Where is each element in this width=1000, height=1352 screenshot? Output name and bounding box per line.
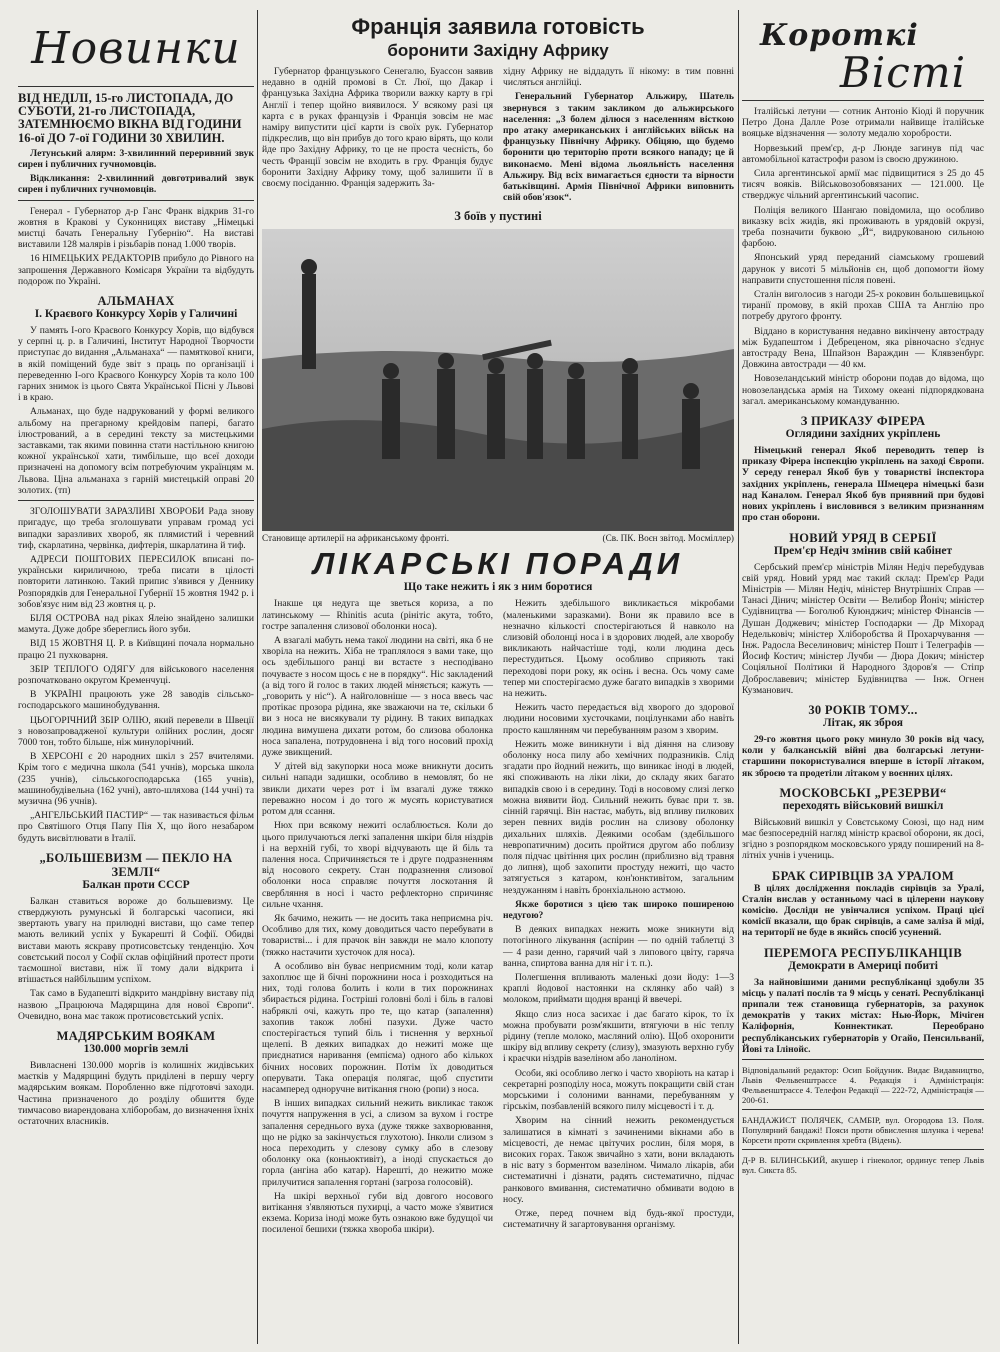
photo-title: З боїв у пустині: [454, 209, 542, 224]
main-headline: Франція заявила готовість: [351, 14, 645, 39]
divider: [18, 500, 254, 501]
left-column: [18, 12, 254, 1344]
almanac-text-2: Альманах, що буде надрукований у формі великого альбому на прегарному крейдовім папері, багато ілюстрований, а в середині тексту за мистецькими заставками, так якими повинна стати настільною книгою кожної української хати, тимбільше, що всеї доходи призначені на допомогу всім потребуючим українцям м. Львова. Ціна альманаха з гарній мистецькій оправі 20 золотих. (тп): [18, 406, 254, 496]
thirty-years-heading: 30 РОКІВ ТОМУ...: [808, 702, 918, 717]
almanac-text: У память I-ого Краєвого Конкурсу Хорів, що відбувся у серпні ц. р. в Галичині, Інститут Народної Творчости приступає до видання „Альманаха“ — памяткової книги, в якій поміщений буде звіт з праць по організації і переведенню I-ого Краєвого Конкурсу Хорів та коло 100 гарних знимок із цього Свята Української Пісні у Львові і в краю.: [18, 325, 254, 404]
magyar-heading: МАДЯРСЬКИМ ВОЯКАМ: [56, 1029, 216, 1044]
news-editors: 16 НІМЕЦЬКИХ РЕДАКТОРІВ прибуло до Рівного на запрошення Державного Комісаря України та відбудуть подорож по Україні.: [18, 253, 254, 287]
news-item: ВІД 15 ЖОВТНЯ Ц. Р. в Київщині почала нормально працю 21 пухковарня.: [18, 638, 254, 661]
divider: [742, 1149, 984, 1150]
news-frank: Генерал - Губернатор д-р Ганс Франк відкрив 31-го жовтня в Кракові у Суконницях виставу „Німецькі мистці бачать Генеральну Губернію“. На виставі виставили 128 малярів і різьбарів понад 1.000 творів.: [18, 205, 254, 251]
algiers-appeal: Генеральний Губернатор Альжиру, Шатель звернувся з таким закликом до альжирського населення: „З болем ділюся з населенням вісткою про атаку американських і англійських військ на французьку Північну Африку. Обіцяю, що будемо боронити цю територію проти всякого нападу; це й виконаємо. Мені відома льояльність населення Альжиру. Від всіх вимагається єдности та вірности батьківщині. Армія Північної Африки виповнить свій обов'язок“.: [503, 91, 734, 204]
photo-caption-left: Становище артилерії на африканському фронті.: [262, 533, 450, 544]
med-paragraph: Нежить часто передається від хворого до здорової людини носовими хусточками, поцілунками або навіть просто кашлянням чи перебуванням разом з хворим.: [503, 702, 734, 736]
fuhrer-order-text: Німецький генерал Якоб переводить тепер із приказу Фірера інспекцію укріплень на заході Європи. У середу генерал Якоб був у товаристві інспектора західних укріплень, генерала Шмецера німецькі бази над Каналом. Генерал Якоб був приявний при будові нових укріплень і висловився з великим признанням про стан оборони.: [742, 445, 984, 524]
med-paragraph: Якщо слиз носа засихає і дає багато кірок, то їх можна пробувати розм'якшити, втягуючи в ніс теплу рідину (тепле молоко, масляний олію). Щоб охоронити шкіру від впливу секрету (слизу), змазують верхню губу і краєчки ніздрів вазеліном або ланоліном.: [503, 1008, 734, 1065]
ural-heading: БРАК СИРІВЦІВ ЗА УРАЛОМ: [772, 868, 954, 883]
bolshevism-heading: „БОЛЬШЕВИЗМ — ПЕКЛО НА ЗЕМЛІ“: [39, 850, 233, 879]
almanac-subheading: I. Краєвого Конкурсу Хорів у Галичині: [34, 308, 238, 321]
news-item: ЦЬОГОРІЧНИЙ ЗБІР ОЛІЮ, який перевели в Швеції з новозапровадженої культури олійних рослин, досяг 7000 тон, тобто більше, ніж минулорічний.: [18, 714, 254, 748]
novynky-masthead: Новинки: [31, 23, 241, 74]
serbia-text: Сербський прем'єр міністрів Мілян Недіч перебудував свій уряд. Новий уряд має такий склад: Прем'єр Ради Міністрів — Мілян Недіч, міністер Внутрішніх Справ — Танасі Дінич; міністер Освіти — Велибор Йоніч; міністер Судівництва — Боголюб Куюнджич; міністер Фінансів — Душан Доджевич; міністер Господарки — Др Міхорад Недельковіч; міністер Хліборобства й Прохарчування — Інж. Радосла Веселинович; міністер Пошт і Телеграфів — Йосиф Костич; міністер Лучби — Дюра Докич; міністер Соціяльної Політики й Народного Здоров'я — Стіпр Доброславевич; міністер Будівництва — Інж. Огнен Кузманович.: [742, 561, 984, 696]
main-subheadline: боронити Західну Африку: [387, 41, 609, 60]
med-paragraph: Нюх при всякому нежиті ослаблюється. Коли до цього прилучаються легкі запалення шкіри біля ніздрів і на верхній губі, то хворі відчувають ще й біль та палення носа. Спричиняється те і друге подразненням від носового секрету. Стан подразнення слизової оболонки носа справляє почуття лоскотання й свербляння в носі і часто рефлекторно спричиняє сильне чхання.: [262, 820, 493, 910]
med-paragraph: У дітей від закупорки носа може вникнути досить сильні напади задишки, особливо в немовлят, бо не звикли дихати через рот і їм взагалі дуже тяжко переважно носом і до того ж мусять користуватися ротом для ссання.: [262, 761, 493, 818]
magyar-text: Вивласнені 130.000 моргів із колишніх жидівських маєтків у Мадярщині будуть приділені в першу чергу мадярським воякам. Поробленно вже підготовчі заходи. Частина призначеного до розділу обшиття буде тимчасово виарендована хліборобам, до визначення їхніх остаточних власників.: [18, 1060, 254, 1128]
center-column: [262, 12, 734, 1344]
med-paragraph: Нежить здебільшого викликається мікробами (маленькими заразками). Вони як правило все в незначно кількості спостерігаються й навколо на слизовій оболонці носа і в здорових людей, але хворобу викликають найчастіше тоді, коли людина десь перестудиться. Цьому особливо сприяють такі переходові пори року, як осінь і весна. Ось чому саме тепер ми спостерігаємо дуже багато випадків з хворими на нежить.: [503, 598, 734, 700]
med-paragraph: Нежить може виникнути і від діяння на слизову оболонку носа пилу або хемічних подразників. Слід згадати про йодний нежить, що виникає іноді в людей, які споживають на ліки ліки, до складу яких багато випадків свою і в середину. Тоді в носовому слизі легко можна виявити йод. Сильний нежить буває при т. зв. сінній гарячці. Він настає, мабуть, від впливу пилкових зерен певних видів рослин на слизову оболонку дихальних шляхів. Деякими особам (здебільшого невропатичним) досить пройтися другом або поблизу поля підчас цвітіння цих рослин (приблизно від травня до липня), щоб захопити простуду нежиті, що часто затягується з катаром, кон'юнктивітом, загальним нездужанням і навіть бронхіальною астмою.: [503, 738, 734, 896]
advertisement: БАНДАЖИСТ ПОЛЯЧЕК, САМБІР, вул. Огородова 13. Поля. Популярний бандажі! Пояси проти обвислення шлунка і черева! Корсети проти скривлення хребта (Відень).: [742, 1115, 984, 1145]
short-news: Норвезький прем'єр, д-р Люнде загинув під час автомобільної катастрофи разом із своєю дружиною.: [742, 142, 984, 165]
visti-masthead: Вісті: [839, 48, 966, 97]
recall-text: Відкликання: 2-хвилинний довготривалий звук сирен і публичних гучномовців.: [18, 173, 254, 196]
serbia-subheading: Прем'єр Недіч змінив свій кабінет: [773, 544, 953, 557]
med-paragraph: Як бачимо, нежить — не досить така неприємна річ. Особливо для тих, кому доводиться часто перебувати в товаристві... і для прачок він завжди не мало клопоту (тяжко настачити хусточок для носа).: [262, 912, 493, 958]
republicans-heading: ПЕРЕМОГА РЕСПУБЛІКАНЦІВ: [764, 945, 962, 960]
thirty-years-subheading: Літак, як зброя: [823, 716, 903, 729]
med-paragraph: В інших випадках сильний нежить викликає також почуття напруження в усі, а слизом за вухом і гостре запалення середнього вуха (дуже тяжке захворювання, що не рідко за закінчується глухотою). Інколи слизом з носа переходить у слезову сумку або в слезову оболонку ока (коньюктивіт), а іноді спускається до горла (ангіна або катар). Нарешті, до нежитю може прилучитися запалення гортані (загроза голосовій).: [262, 1098, 493, 1188]
advertisement: Д-Р В. БІЛИНСЬКИЙ, акушер і гінеколог, ординує тепер Львів вул. Сикста 85.: [742, 1155, 984, 1175]
alarm-text: Летунський алярм: 3-хвилинний переривний звук сирен і публичних гучномовців.: [18, 147, 254, 171]
fuhrer-order-heading: З ПРИКАЗУ ФІРЕРА: [800, 414, 926, 429]
desert-artillery-photo: [262, 229, 734, 531]
magyar-subheading: 130.000 моргів землі: [83, 1043, 189, 1056]
almanac-heading: АЛЬМАНАХ: [97, 294, 175, 309]
korotki-masthead: Короткі: [760, 18, 919, 53]
divider: [18, 86, 254, 87]
bolshevism-text: Балкан ставиться вороже до большевизму. Це стверджують румунські й болгарські часописи, які звертають увагу на прилюдні вистави, що саме тепер мають великий успіх у Букарешті й Софії. Обидві вистави мають яскраву протисовєтську тенденцію. Хоч совєтський посол у Софії склав офіційний протест проти таємошної вистави, ніж її тому дали відкрита і втішається найбільшим успіхом.: [18, 895, 254, 986]
news-item: ЗГОЛОШУВАТИ ЗАРАЗЛИВІ ХВОРОБИ Рада знову пригадує, що треба зголошувати управам громад усі випадки заразливих хвороб, як плямистий і черевний тиф, скарлатина, червінка, дифтерія, шкарлатина й тиф.: [18, 506, 254, 551]
publisher-imprint: Відповідальний редактор: Осип Бойдуник. Видає Видавництво, Львів Фельвенштрассе 4. Редакція і Адміністрація: Фельвенштрассе 4. Телефон Редакції — 222-72, Адміністрація — 200-61.: [742, 1065, 984, 1105]
france-text-right: хідну Африку не віддадуть її нікому: в тим повнні числяться англійці.: [503, 66, 734, 89]
medical-advice-heading: ЛІКАРСЬКІ ПОРАДИ: [312, 546, 683, 582]
news-item: „АНГЕЛЬСЬКИЙ ПАСТИР“ — так називається фільм про Святішого Отця Папу Пія Х, що його незабаром будуть висвітлювати в Італії.: [18, 810, 254, 844]
med-paragraph: Отже, перед почнем від будь-якої простуди, систематичну й загартовування організму.: [503, 1208, 734, 1231]
bolshevism-subheading: Балкан проти СССР: [82, 878, 190, 891]
news-item: В ХЕРСОНІ є 20 народних шкіл з 257 вчителями. Крім того є медична школа (541 учнів), морська школа (235 учнів), сільськогосподарська (165 учнів), машинобудівельна (162 учні), авто-шляхова (144 учні) та музична (96 учнів).: [18, 751, 254, 807]
med-paragraph: А взагалі мабуть нема такої людини на світі, яка б не хворіла на нежить. Хіба не траплялося з вами таке, що ось здебільшого ранці ви встаєте з несподівано почуваєте з носом щось є не в порядку“. Ніс закладений (а від того й голос в таких людей міняється; кажуть — „говорить у ніс“). А найголовніше — з носа ввесь час протікає прозора рідина, яке зважаючи на те, скільки б ви з носа не висякували ту рідину. В таких випадках людина вимушена дихати ротом, бо слизова оболонка носа запалена, потрудовнена і від того носовий прохід дуже звикщений.: [262, 635, 493, 759]
med-question: Якже боротися з цією так широко поширеною недугою?: [503, 898, 734, 921]
short-news: Італійські летуни — сотник Антоніо Кіоді й поручник Петро Дона Далле Розе отримали найвище італійське вояцьке відзначення — золоту медалю хоробрости.: [742, 106, 984, 140]
right-column: [742, 12, 984, 1344]
short-news: Віддано в користування недавно викінчену автостраду між Будапештом і Дебреценом, яка рівночасно з'єднує автостраду Вена, Шпайзон Вараждин — Клявзенбург. Довжина автостради — 40 км.: [742, 325, 984, 371]
blackout-notice: ВІД НЕДІЛІ, 15-го ЛИСТОПАДА, ДО СУБОТИ, 21-го ЛИСТОПАДА, ЗАТЕМНЮЄМО ВІКНА ВІД ГОДИНИ 16-ої ДО 7-ої ГОДИНИ 30 ХВИЛИН.: [18, 91, 242, 145]
med-paragraph: Полегшення впливають маленькі дози йоду: 1—3 краплі йодової настоянки на склянку або чай) з молоком, приймати щодня вранці й ввечері.: [503, 971, 734, 1006]
column-rule: [738, 10, 739, 1344]
news-item: БІЛЯ ОСТРОВА над ріках Ялеію знайдено залишки мамута. Дуже добре збереглись його зуби.: [18, 612, 254, 636]
column-rule: [257, 10, 258, 1344]
divider: [742, 100, 984, 101]
short-news: Японський уряд переданий сіамському грошевий дарунок у висоті 5 мільйонів єн, щоб допомогти йому направити спустошення після повені.: [742, 252, 984, 286]
short-news: Сила аргентинської армії має підвищитися з 25 до 45 тисяч вояків. Військовозобовязаних — 121.000. Це стверджує чільний аргентинський часопис.: [742, 168, 984, 202]
med-paragraph: Хворим на сінний нежить рекомендується залишатися в кімнаті з зачиненими вікнами або в місцевості, де немає цвітучих рослин, біля моря, в високих горах. Також звичайно з хати, вони вкладають в ніс вату з борментом вазеліном. Чимало лікарів, аби систематичні і дізнати, радять систематично, підчас ранкового вмивання, систематично обмивати водою в носу.: [503, 1115, 734, 1205]
photo-image: [262, 229, 734, 531]
republicans-subheading: Демократи в Америці побиті: [788, 959, 938, 972]
moscow-text: Військовий вишкіл у Совєтському Союзі, що над ним має безпосередній нагляд міністр краєвої оборони, як досі, згідно з розпорядком московського уряду поширений на 8-літніх учнів і учениць.: [742, 816, 984, 862]
medical-advice-subheading: Що таке нежить і як з ним боротися: [403, 581, 593, 594]
divider: [742, 1109, 984, 1110]
photo-caption: [262, 533, 734, 543]
bolshevism-text-2: Так само в Будапешті відкрито мандрівну виставу під назвою „Працююча Мадярщина для нової Європи“. Очевидно, вона має також протисовєтський успіх.: [18, 988, 254, 1022]
med-paragraph: Особи, які особливо легко і часто хворіють на катар і секретарні розподілу носа, можуть покращити свій стан морськими і солоними ваннами, перебуванням у гірськім, позбавленій всякого пилу місцевості і т. д.: [503, 1067, 734, 1113]
france-text-left: Губернатор французького Сенегалю, Буассон заявив недавно в одній промові в Ст. Люї, що Дакар і французька Західна Африка творили важку карту в грі Англії і тепер щойно виявилося. У всякому разі ця карта є в руках французів і Франція зовсім не має наміру випустити цієї карти із своїх рук. Губернатор підкреслив, що він прибув до того краю вірять, що коли йде про Західну Африку, то це не проста чесність, бо честь Франції зовсім не входить в гру. Франція будує боронити Західну Африку тому, щоб залишити її в своєму посіданню. Франція задержить За-: [262, 66, 493, 190]
short-news: Поліція великого Шангаю повідомила, що особливо виказку всіх жидів, які проживають в урядовій окрузі, треба позначити буквою „Й“, видрукованою сильною фарбою.: [742, 204, 984, 250]
photo-credit: (Св. ПК. Воєн звітод. Мосміллер): [602, 533, 734, 544]
france-article: [262, 66, 734, 206]
fuhrer-order-subheading: Оглядини західних укріплень: [785, 428, 941, 441]
republicans-text: За найновішими даними республіканці здобули 35 місць у палаті послів та 9 місць у сенаті. Республіканці припали теж становища губернаторів, за рахунок демократів у таких містах: Нью-Йорк, Мічіген Каліфорнія, Коннектикат. Переобрано республіканських губернаторів у Огайо, Пенсильванії, Йові та Ілінойс.: [742, 976, 984, 1055]
moscow-subheading: переходять військовий вишкіл: [782, 799, 944, 812]
news-item: АДРЕСИ ПОШТОВИХ ПЕРЕСИЛОК вписані по-українськи кириличною, треба писати в цілості повторити латинкою. Такий припис з'явився у Деннику Розпорядків для Генеральної Губернії 15 жовтня 1942 р. і зобов'язує ним від 23 жовтня ц. р.: [18, 553, 254, 610]
moscow-heading: МОСКОВСЬКІ „РЕЗЕРВИ“: [779, 785, 947, 800]
short-news: Новозеландський міністр оборони подав до відома, що новозеландська армія на Тихому океані підпорядкована загал. американському командуванню.: [742, 373, 984, 407]
medical-article: [262, 598, 734, 1238]
med-paragraph: Інакше ця недуга ще зветься кориза, а по латинському — Rhinitis acuta (рінітіс акута, тобто, гостре запалення слизової оболонки носа).: [262, 598, 493, 632]
short-news: Сталін виголосив з нагоди 25-х роковин большевицької тиранії промову, в якій прохав США та Англію про потребу другого фронту.: [742, 289, 984, 323]
serbia-heading: НОВИЙ УРЯД В СЕРБІЇ: [789, 530, 937, 545]
ural-text: В цілях дослідження покладів сирівців за Уралі, Сталін вислав у останньому часі в цілерени наукову комісію. Досліди не увінчалися успіхом. Праці цієї комісії вказали, що брак сирівців, а саме заліза й міді, на території не буде в якийсь спосіб усунений.: [742, 882, 984, 939]
med-paragraph: В деяких випадках нежить може зникнути від потогінного лікування (аспірин — по одній таблетці 3 — 4 рази денно, гарячий чай з липового цвіту, гаряча ванна, спиртова ванна для ніг і т. п.).: [503, 924, 734, 969]
news-item: В УКРАЇНІ працюють уже 28 заводів сільсько-господарського машинобудування.: [18, 689, 254, 712]
divider: [742, 1059, 984, 1060]
med-paragraph: А особливо він буває неприємним тоді, коли катар захоплює ще й бічні порожнини носа і розходиться на них, тоді голова болить і коли в тих порожнинах збирається рідина. Гостріші головні болі і біль в галові набряклі очі, кажуть про те, що катар (запалення) захопив також лобні пазухи. Дуже часто спостерігається тупий біль і тиснення у верхньої щелепі. В деяких випадках до нежиті може ще приєднатися наривання (емпієма) одного або кількох бічних носових порожнин. Потім їх доводиться оперувати. Така операція полягає, щоб спустити насамперед одноручне витікання гною (ропи) з носа.: [262, 960, 493, 1095]
divider: [18, 200, 254, 201]
thirty-years-text: 29-го жовтня цього року минуло 30 років від часу, коли у балканській війні два болгарські летуни-старшини покористувалися вперше в історії літаком, як зброєю та продетіли літаком у воєнних цілях.: [742, 733, 984, 779]
news-item: ЗБІР ТЕПЛОГО ОДЯГУ для військового населення розпочатковано округом Кременчуці.: [18, 663, 254, 686]
med-paragraph: На шкірі верхньої губи від довгого носового витікання з'являються пухирці, а часто може з'явитися екзема. Кориза іноді може буть ознакою вже будущої чи посиленої бешихи (тяжка хвороба шкіри).: [262, 1190, 493, 1236]
